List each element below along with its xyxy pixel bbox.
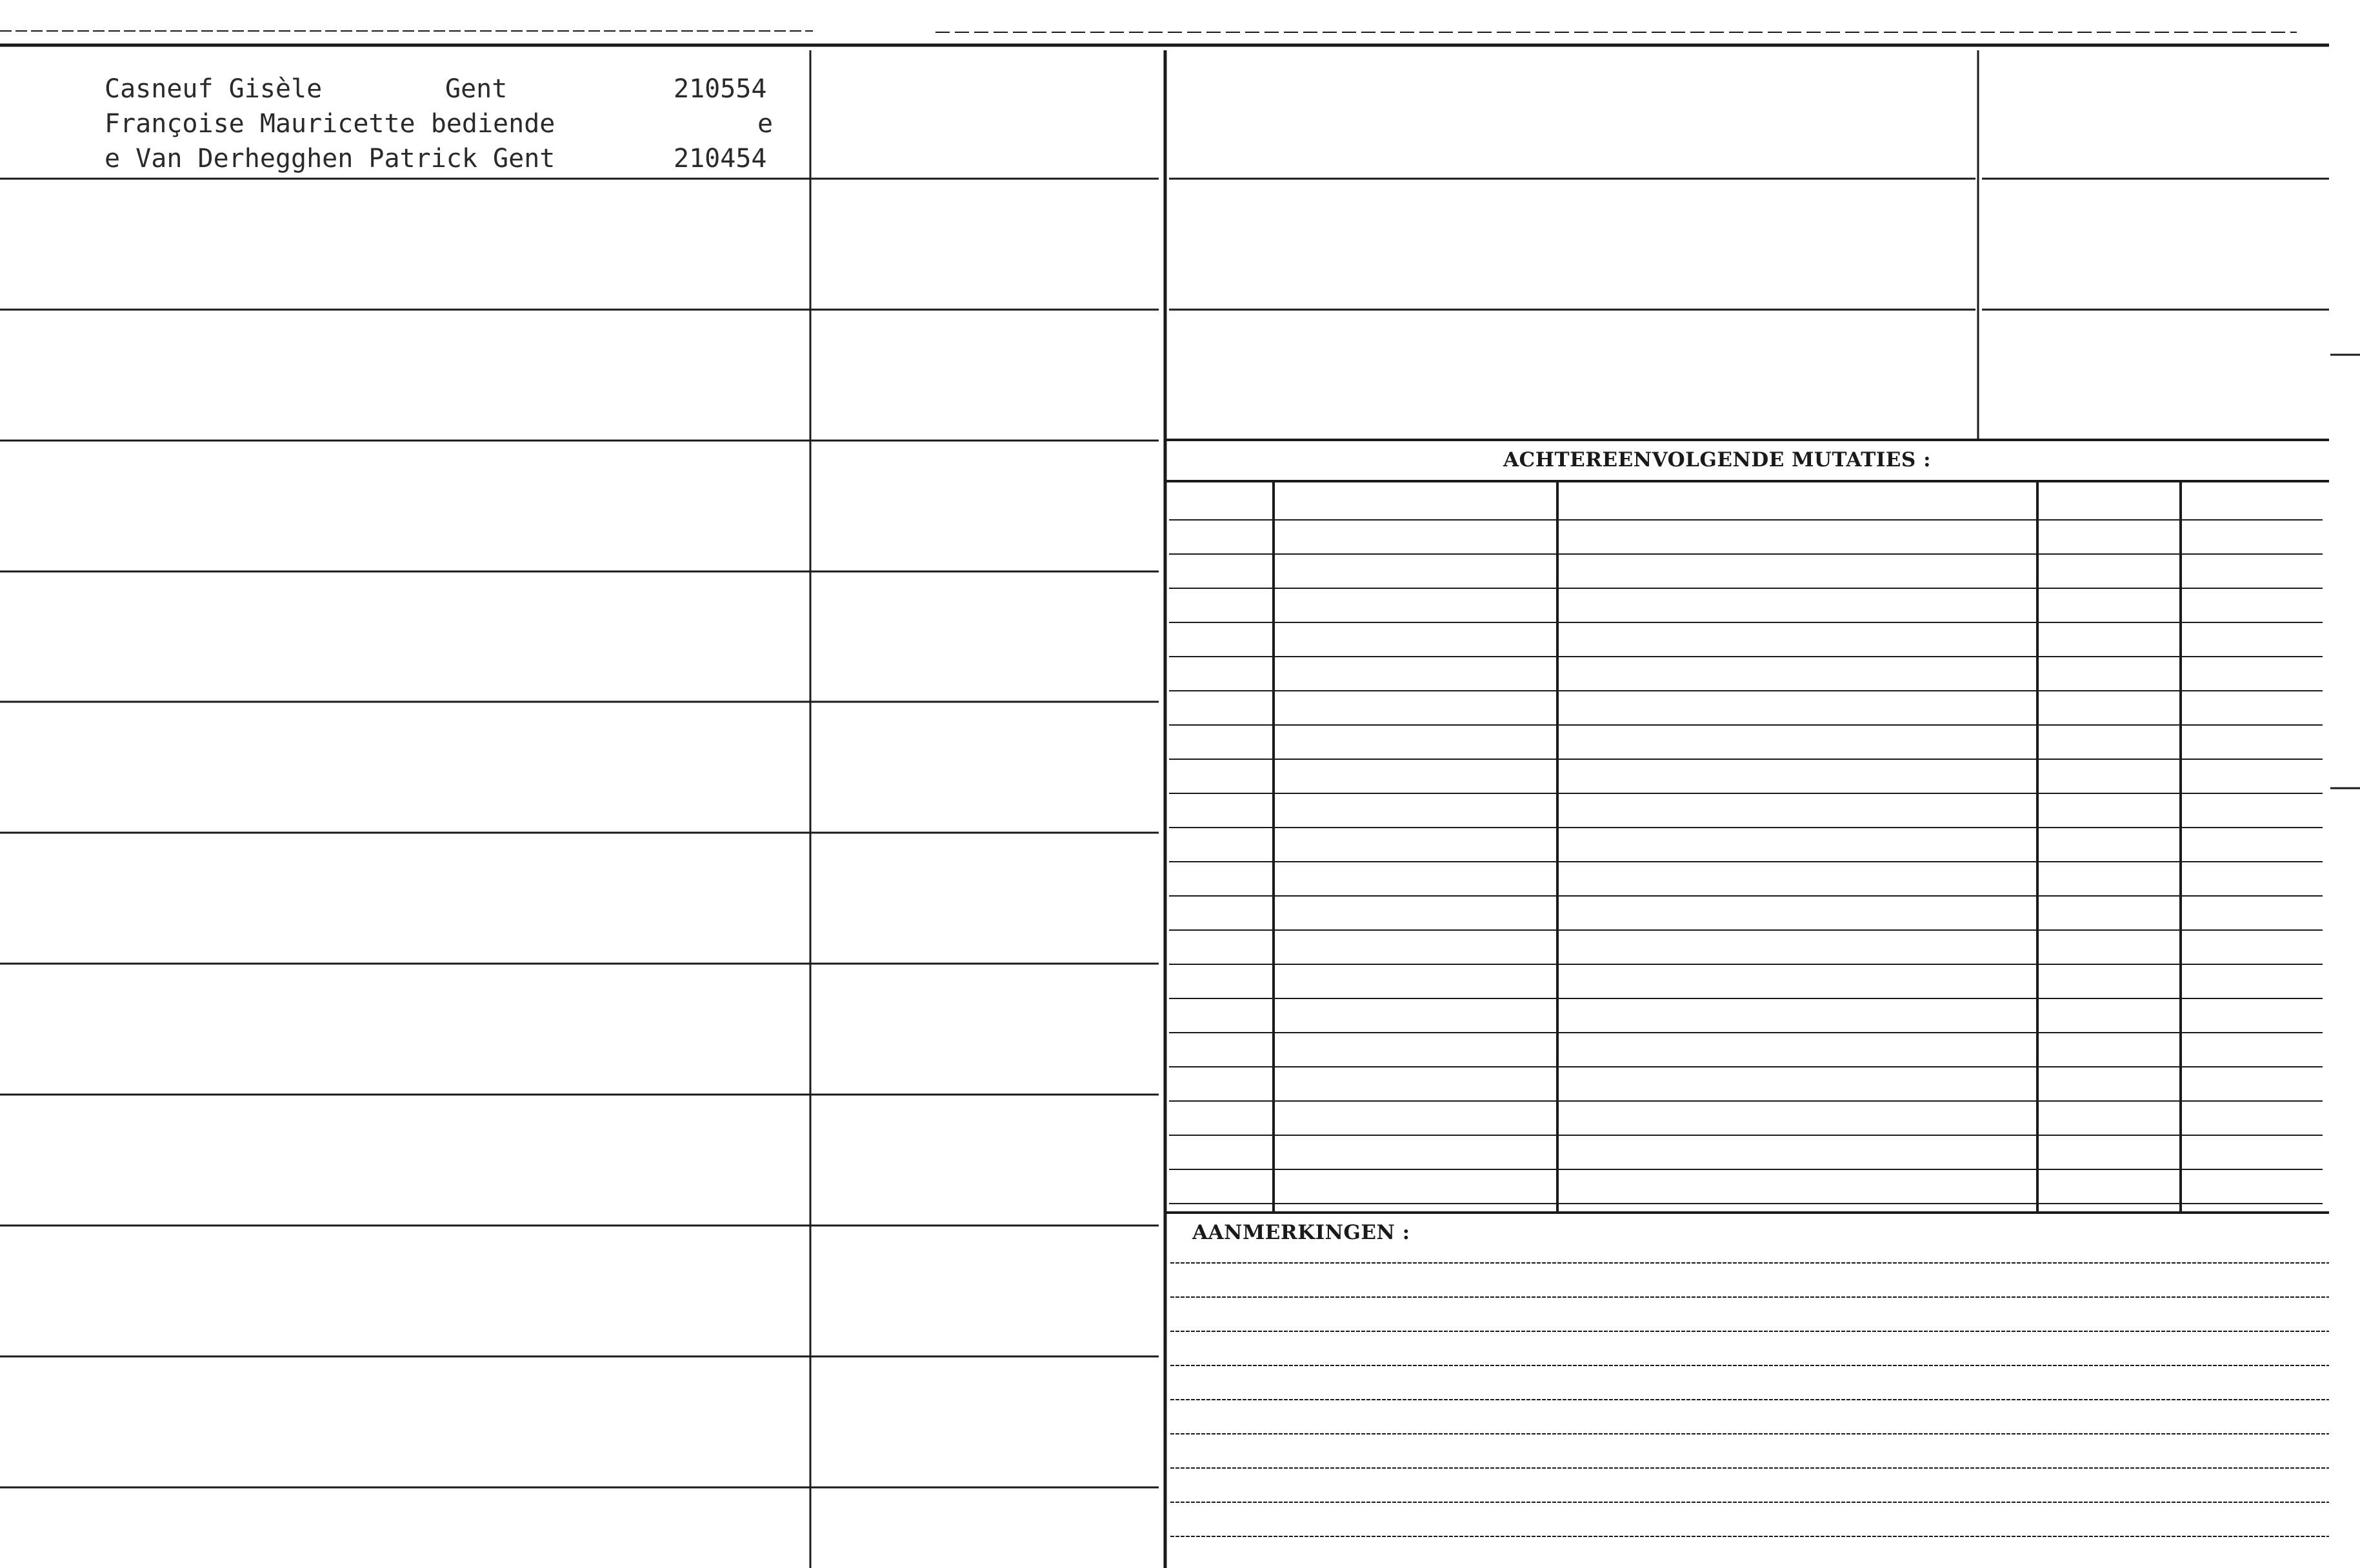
entry-name-line2: Françoise Mauricette bediende [105,109,555,139]
entry-date-line3: 210454 [674,144,767,174]
entry-city-line1: Gent [445,74,508,104]
entry-date-line1: 210554 [674,74,767,104]
entry-name-line1: Casneuf Gisèle [105,74,323,104]
entry-name-line3: e Van Derhegghen Patrick Gent [105,144,555,174]
mutations-title: ACHTEREENVOLGENDE MUTATIES : [1503,448,1932,471]
remarks-title: AANMERKINGEN : [1192,1221,1410,1244]
entry-mark-line2: e [757,109,774,139]
